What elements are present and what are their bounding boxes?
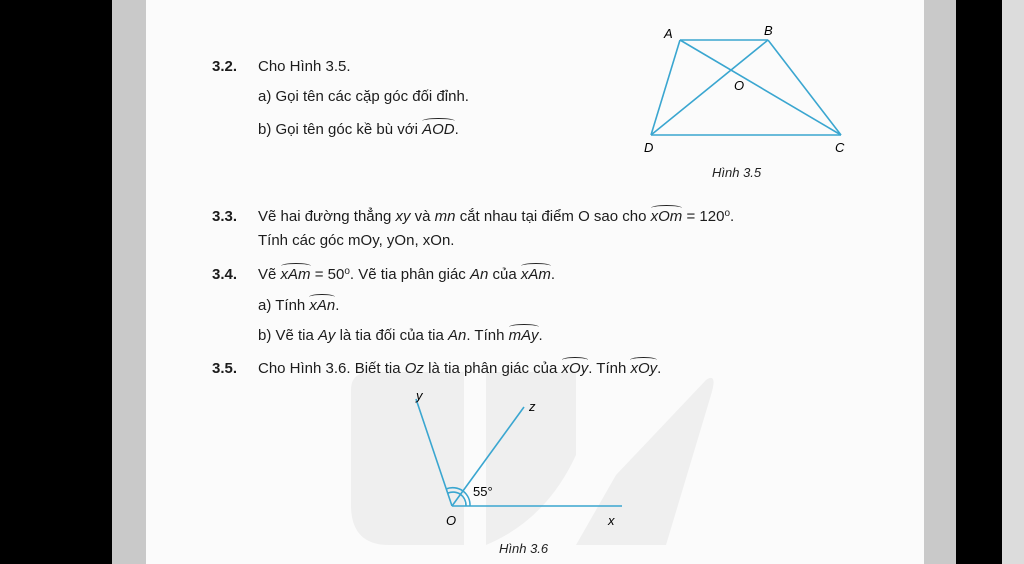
- label-x: x: [608, 513, 615, 528]
- angle-xam: xAm: [280, 266, 311, 283]
- label-c: C: [835, 140, 845, 155]
- label-o: O: [734, 78, 745, 93]
- ray-oy: [416, 399, 452, 506]
- q34-part-b: [258, 327, 543, 345]
- label-o-3-6: O: [446, 513, 457, 528]
- diagonal-bd: [651, 40, 768, 135]
- q32-prompt: Cho Hình 3.5.: [258, 58, 351, 75]
- q34-line1: [258, 266, 555, 284]
- q32-b-end: .: [454, 121, 459, 138]
- angle-arc-yoz-1: [446, 488, 463, 491]
- angle-may: mAy: [508, 327, 539, 344]
- angle-aod: AOD: [422, 121, 455, 138]
- q35-text-b: là tia phân giác của: [428, 360, 558, 377]
- figure-3-6-caption: Hình 3.6: [499, 541, 549, 556]
- segment-da: [651, 40, 680, 135]
- q34-b-text-3: . Tính: [466, 327, 505, 344]
- line-mn: mn: [434, 208, 456, 225]
- left-gray-gutter: [112, 0, 146, 564]
- q33-degree: o: [724, 208, 731, 219]
- textbook-page: [146, 0, 924, 564]
- q33-text-a: Vẽ hai đường thẳng: [258, 208, 392, 225]
- q33-dot: .: [730, 208, 735, 225]
- ray-oz: Oz: [404, 360, 424, 377]
- figure-3-5-caption: Hình 3.5: [712, 165, 762, 180]
- angle-55-label: 55°: [473, 484, 493, 499]
- angle-xoy: xOy: [561, 360, 589, 377]
- q35-line1: [258, 360, 661, 378]
- q34-part-a: [258, 297, 339, 315]
- q35-text-c: . Tính: [588, 360, 627, 377]
- q32-part-a: a) Gọi tên các cặp góc đối đỉnh.: [258, 88, 469, 105]
- label-b: B: [764, 23, 773, 38]
- q34-a-end: .: [335, 297, 340, 314]
- q34-b-text: b) Vẽ tia: [258, 327, 314, 344]
- diagonal-ac: [680, 40, 841, 135]
- label-y: y: [416, 388, 423, 403]
- q34-number: 3.4.: [212, 266, 238, 283]
- q35-text-a: Cho Hình 3.6. Biết tia: [258, 360, 401, 377]
- q34-text-c: của: [492, 266, 517, 283]
- q34-value: = 50: [314, 266, 345, 283]
- q34-degree: o: [344, 266, 350, 277]
- angle-xom: xOm: [650, 208, 683, 225]
- ray-ay: Ay: [318, 327, 336, 344]
- angle-xan: xAn: [309, 297, 336, 314]
- q34-b-end: .: [538, 327, 543, 344]
- q33-text-b: và: [414, 208, 431, 225]
- angle-xoy-2: xOy: [630, 360, 658, 377]
- label-d: D: [644, 140, 654, 155]
- label-a: A: [664, 26, 673, 41]
- q34-b-text-2: là tia đối của tia: [339, 327, 444, 344]
- label-z: z: [529, 399, 536, 414]
- q35-number: 3.5.: [212, 360, 238, 377]
- line-xy: xy: [395, 208, 411, 225]
- q33-value: = 120: [686, 208, 725, 225]
- segment-bc: [768, 40, 841, 135]
- right-gray-gutter: [924, 0, 956, 564]
- left-dark-margin: [0, 0, 112, 564]
- figure-3-5: [636, 20, 876, 190]
- q34-dot: .: [550, 266, 556, 283]
- q33-text-c: cắt nhau tại điểm O sao cho: [459, 208, 647, 225]
- q34-a-text: a) Tính: [258, 297, 306, 314]
- ray-an: An: [469, 266, 489, 283]
- angle-arc-zox-2: [460, 494, 466, 506]
- angle-xam-2: xAm: [520, 266, 551, 283]
- q33-number: 3.3.: [212, 208, 238, 225]
- angle-arc-yoz-2: [448, 492, 460, 494]
- q32-b-text: b) Gọi tên góc kề bù với: [258, 121, 418, 138]
- q32-number: 3.2.: [212, 58, 238, 75]
- figure-3-6: [396, 385, 656, 560]
- q33-line1: [258, 208, 734, 226]
- q32-part-b: [258, 121, 459, 139]
- q33-line2: Tính các góc mOy, yOn, xOn.: [258, 232, 455, 249]
- ray-an-2: An: [448, 327, 467, 344]
- q34-text-b: . Vẽ tia phân giác: [349, 266, 466, 283]
- right-edge-strip: [1002, 0, 1024, 564]
- q34-text-a: Vẽ: [258, 266, 277, 283]
- q35-dot: .: [657, 360, 662, 377]
